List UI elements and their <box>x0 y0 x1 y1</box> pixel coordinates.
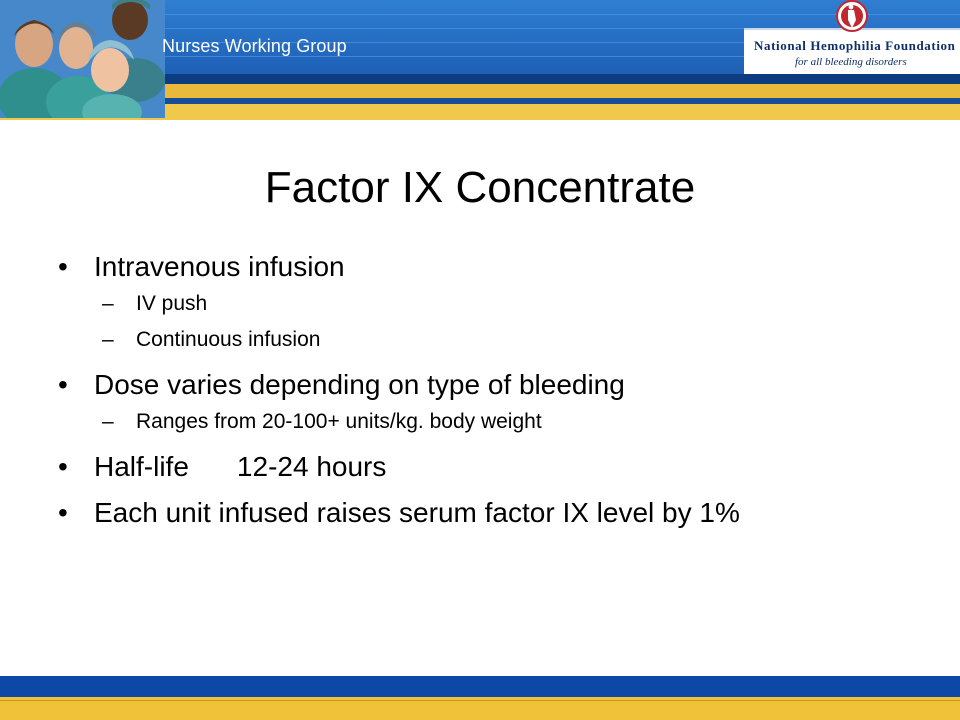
bullet-item <box>58 448 918 486</box>
footer-navy-band <box>0 676 960 697</box>
bullet-text: Dose varies depending on type of bleeding <box>94 369 625 400</box>
sub-bullet-text: Continuous infusion <box>136 328 321 351</box>
dash-icon: – <box>102 410 114 433</box>
sub-bullet-text: IV push <box>136 292 208 315</box>
bullet-item <box>58 248 918 286</box>
bullet-list <box>58 248 918 532</box>
nurses-photo <box>0 0 165 118</box>
bullet-text: Intravenous infusion <box>94 251 345 282</box>
sub-bullet-item <box>58 404 918 440</box>
bullet-icon: • <box>58 251 68 282</box>
bullet-icon: • <box>58 497 68 528</box>
bullet-item <box>58 366 918 404</box>
bullet-value: 12-24 hours <box>236 451 387 482</box>
group-title: Nurses Working Group <box>162 36 347 56</box>
slide-title: Factor IX Concentrate <box>264 163 696 212</box>
foundation-name: National Hemophilia Foundation <box>754 38 956 53</box>
bullet-item <box>58 494 918 532</box>
header-banner <box>0 0 960 120</box>
sub-bullet-item <box>58 322 918 358</box>
bullet-text: Each unit infused raises serum factor IX level by 1% <box>94 497 740 528</box>
bullet-icon: • <box>58 451 68 482</box>
bullet-icon: • <box>58 369 68 400</box>
dash-icon: – <box>102 292 114 315</box>
sub-bullet-text: Ranges from 20-100+ units/kg. body weight <box>136 410 542 433</box>
sub-bullet-item <box>58 286 918 322</box>
foundation-tagline: for all bleeding disorders <box>795 56 907 68</box>
bullet-text: Half-life <box>94 451 189 482</box>
dash-icon: – <box>102 328 114 351</box>
